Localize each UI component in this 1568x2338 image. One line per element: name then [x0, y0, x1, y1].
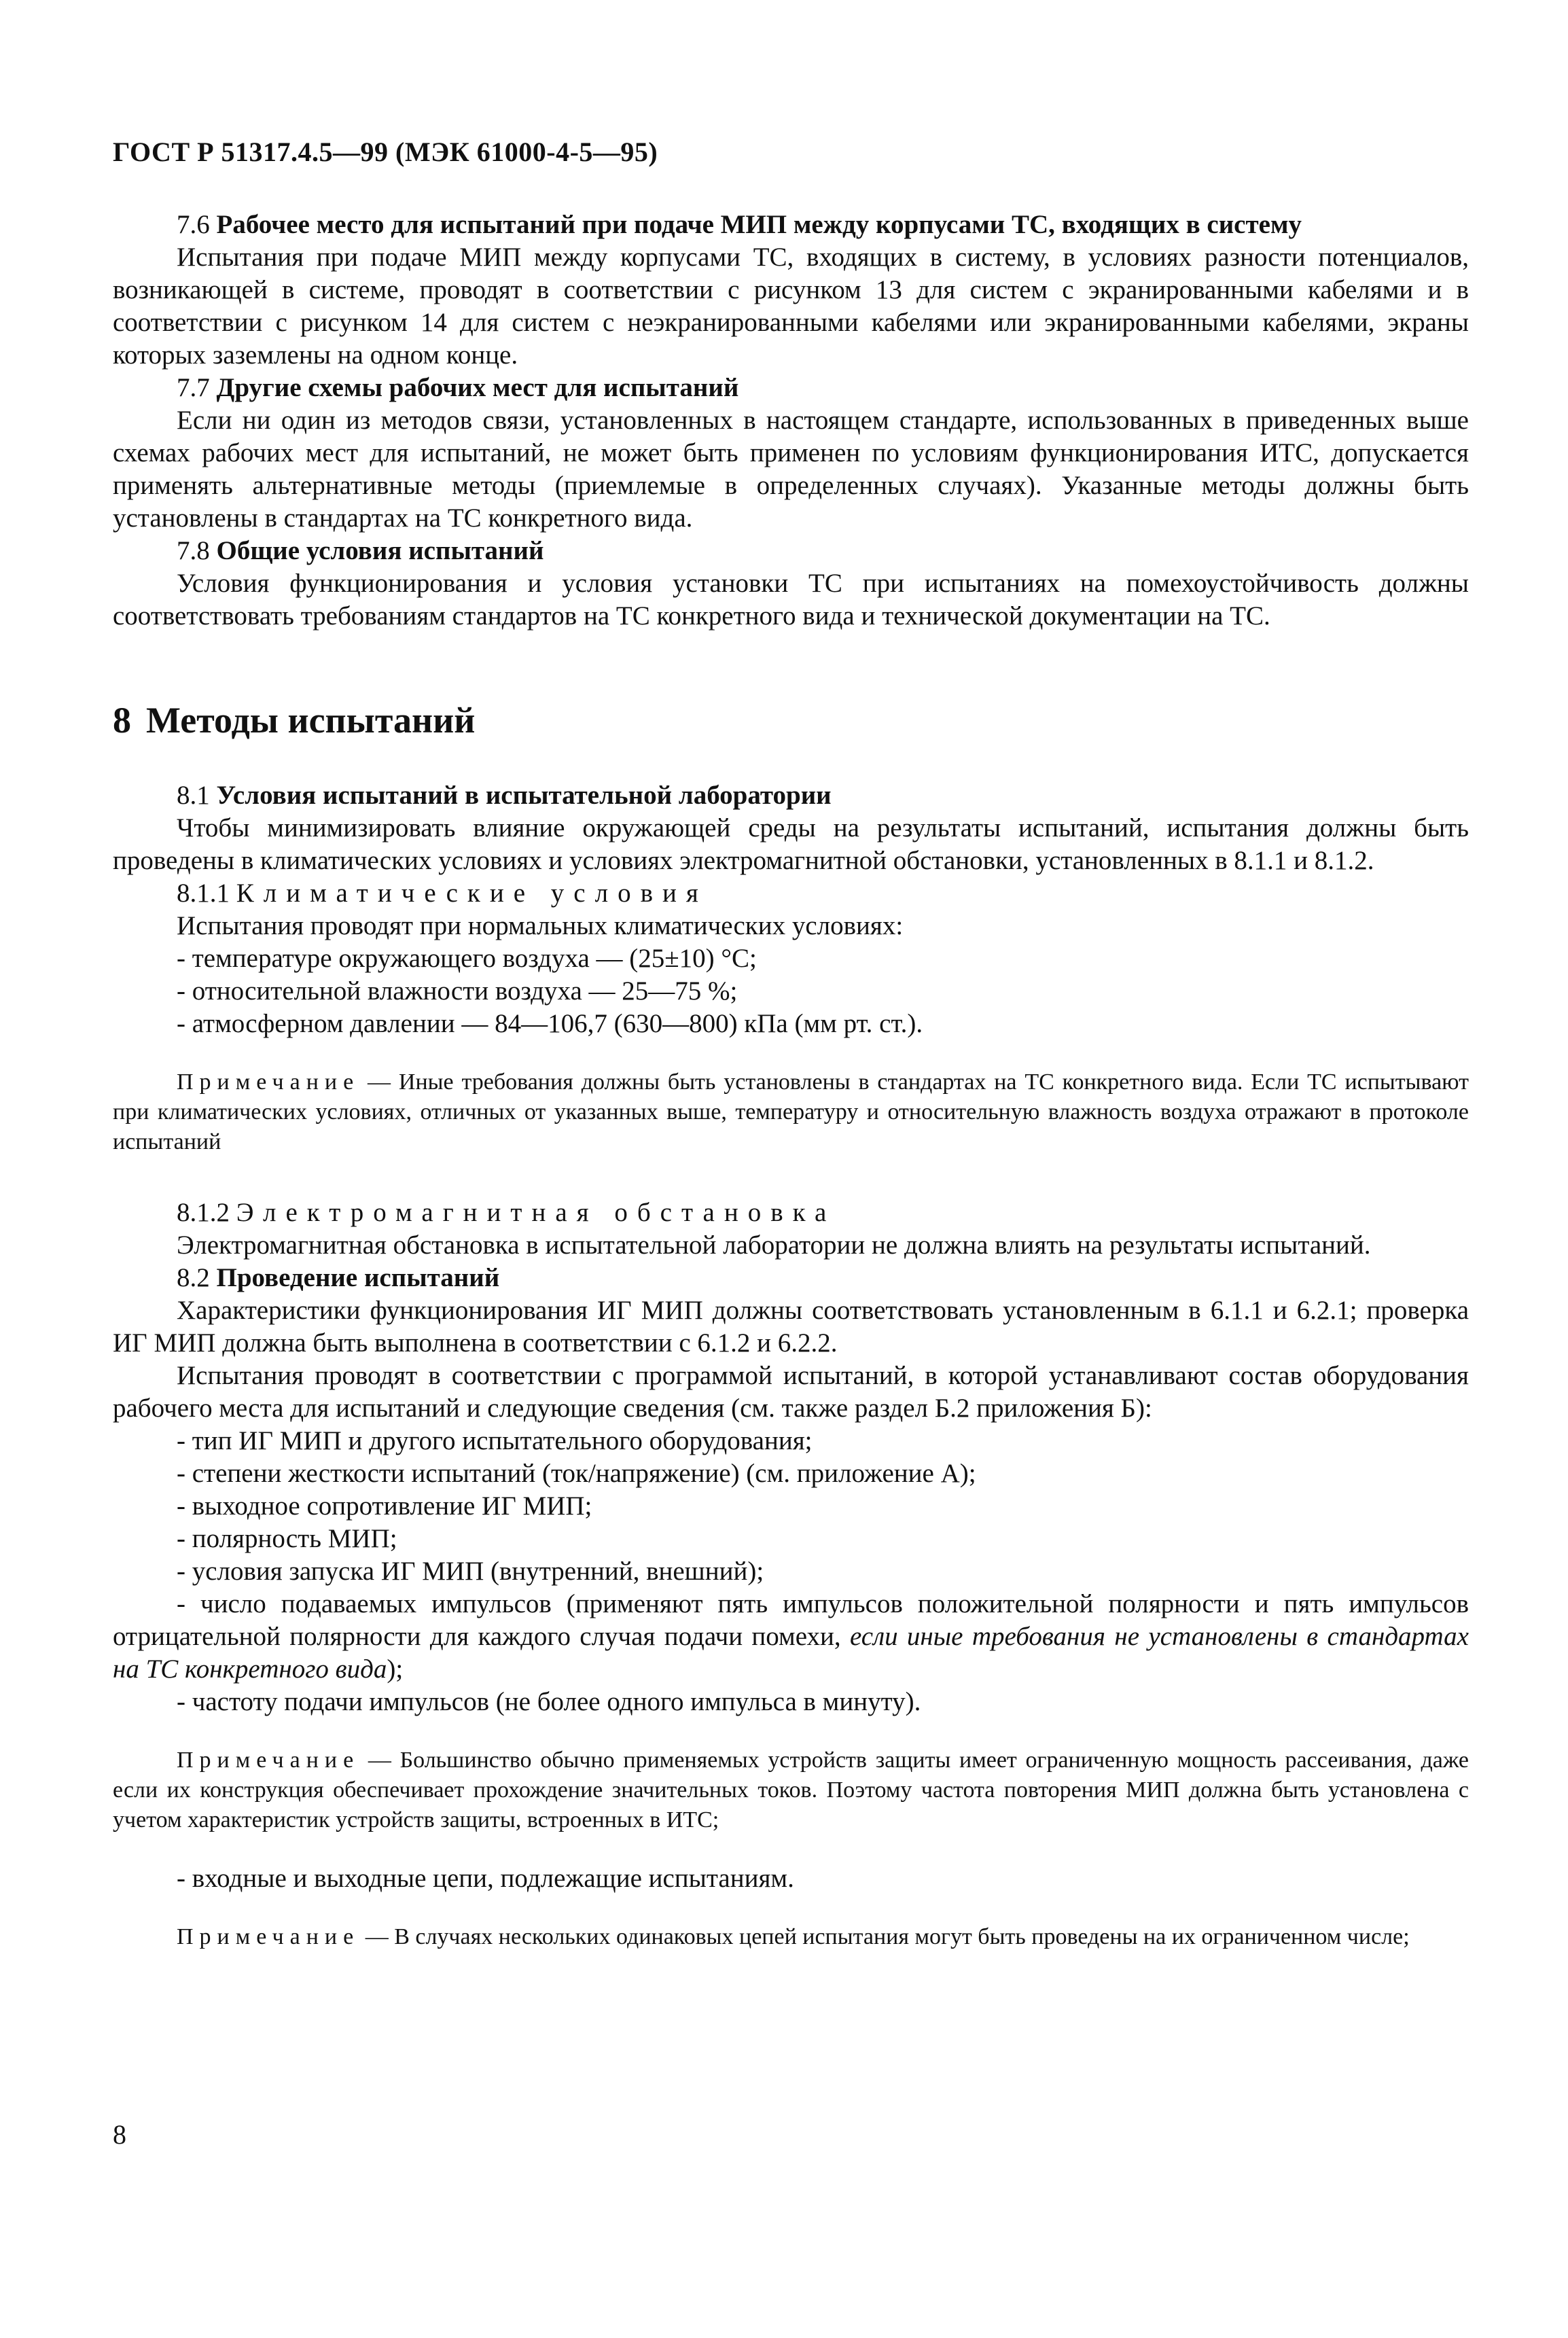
- section-number: 7.6: [177, 210, 210, 239]
- note-text: — Большинство обычно применяемых устройств защиты имеет ограниченную мощность рассеивания, даже если их конструкция обеспечивает прохождение значительных токов. Поэтому частота повторения МИП должна быть установлена с учетом характеристик устройств защиты, встроенных в ИТС;: [113, 1748, 1469, 1832]
- section-title: Рабочее место для испытаний при подаче МИП между корпусами ТС, входящих в систему: [216, 210, 1302, 239]
- list-item: - входные и выходные цепи, подлежащие испытаниям.: [177, 1864, 794, 1893]
- note-text: — Иные требования должны быть установлены в стандартах на ТС конкретного вида. Если ТС испытывают при климатических условиях, отличных от указанных выше, температуру и относительную влажность воздуха отражают в протоколе испытаний: [113, 1069, 1469, 1154]
- note-label: Примечание: [177, 1069, 360, 1095]
- pulses-end: );: [387, 1654, 404, 1684]
- section-7-6-heading: [113, 209, 1469, 241]
- section-number: 8.2: [177, 1263, 210, 1292]
- chapter-title: Методы испытаний: [146, 700, 476, 741]
- list-item: - тип ИГ МИП и другого испытательного оборудования;: [177, 1426, 813, 1455]
- page-number: 8: [113, 2119, 126, 2150]
- section-number: 7.8: [177, 536, 210, 565]
- section-title: Другие схемы рабочих мест для испытаний: [216, 373, 739, 402]
- note-label: Примечание: [177, 1748, 360, 1773]
- section-7-6-paragraph: Испытания при подаче МИП между корпусами ТС, входящих в систему, в условиях разности потенциалов, возникающей в системе, проводят в соответствии с рисунком 13 для систем с экранированными кабелями и в соответствии с рисунком 14 для систем с неэкранированными кабелями или экранированными кабелями, экраны которых заземлены на одном конце.: [113, 243, 1469, 370]
- document-header: ГОСТ Р 51317.4.5—99 (МЭК 61000-4-5—95): [113, 137, 658, 167]
- chapter-number: 8: [113, 700, 131, 741]
- list-item: - условия запуска ИГ МИП (внутренний, внешний);: [177, 1557, 764, 1586]
- section-8-heading: [113, 699, 1469, 741]
- note-circuits: [113, 1922, 1469, 1952]
- section-8-1-2-heading: [113, 1197, 1469, 1229]
- list-item: - выходное сопротивление ИГ МИП;: [177, 1491, 592, 1521]
- section-7-7-paragraph: Если ни один из методов связи, установленных в настоящем стандарте, использованных в приведенных выше схемах рабочих мест для испытаний, не может быть применен по условиям функционирования ИТС, допускается применять альтернативные методы (приемлемые в определенных случаях). Указанные методы должны быть установлены в стандартах на ТС конкретного вида.: [113, 406, 1469, 533]
- section-number: 8.1.1: [177, 879, 230, 908]
- list-item: - атмосферном давлении — 84—106,7 (630—800) кПа (мм рт. ст.).: [177, 1009, 923, 1038]
- section-number: 7.7: [177, 373, 210, 402]
- list-item: - относительной влажности воздуха — 25—75 %;: [177, 976, 738, 1006]
- section-7-8-heading: [113, 535, 1469, 567]
- section-title: Проведение испытаний: [216, 1263, 500, 1292]
- section-title: Климатические условия: [236, 879, 708, 908]
- list-item: - частоту подачи импульсов (не более одного импульса в минуту).: [177, 1687, 921, 1716]
- pulses-italic: если иные требования не установлены в стандартах на ТС конкретного вида: [113, 1622, 1469, 1684]
- section-title: Условия испытаний в испытательной лаборатории: [216, 781, 832, 810]
- section-8-1-2-paragraph: Электромагнитная обстановка в испытательной лаборатории не должна влиять на результаты испытаний.: [177, 1230, 1371, 1260]
- list-item: - температуре окружающего воздуха — (25±10) °С;: [177, 944, 757, 973]
- section-7-7-heading: [113, 372, 1469, 404]
- note-text: — В случаях нескольких одинаковых цепей испытания могут быть проведены на их ограниченном числе;: [359, 1924, 1410, 1949]
- document-page: [113, 136, 1469, 1952]
- section-8-1-heading: [113, 779, 1469, 812]
- section-8-2-heading: [113, 1262, 1469, 1294]
- section-number: 8.1: [177, 781, 210, 810]
- section-8-1-1-paragraph: Испытания проводят при нормальных климатических условиях:: [177, 911, 904, 940]
- pulses-text: - число подаваемых импульсов (применяют пять импульсов положительной полярности и пять импульсов отрицательной полярности для каждого случая подачи помехи,: [113, 1589, 1469, 1651]
- section-8-2-paragraph-1: Характеристики функционирования ИГ МИП должны соответствовать установленным в 6.1.1 и 6.2.1; проверка ИГ МИП должна быть выполнена в соответствии с 6.1.2 и 6.2.2.: [113, 1296, 1469, 1358]
- section-title: Общие условия испытаний: [216, 536, 544, 565]
- list-item: - степени жесткости испытаний (ток/напряжение) (см. приложение А);: [177, 1459, 976, 1488]
- section-title: Электромагнитная обстановка: [236, 1198, 836, 1227]
- section-8-1-1-heading: [113, 877, 1469, 910]
- note-label: Примечание: [177, 1924, 360, 1949]
- section-8-2-paragraph-2: Испытания проводят в соответствии с программой испытаний, в которой устанавливают состав оборудования рабочего места для испытаний и следующие сведения (см. также раздел Б.2 приложения Б):: [113, 1361, 1469, 1423]
- note-climatic: [113, 1067, 1469, 1157]
- section-number: 8.1.2: [177, 1198, 230, 1227]
- list-item-pulses: [113, 1588, 1469, 1686]
- note-protection: [113, 1746, 1469, 1835]
- section-7-8-paragraph: Условия функционирования и условия установки ТС при испытаниях на помехоустойчивость должны соответствовать требованиям стандартов на ТС конкретного вида и технической документации на ТС.: [113, 569, 1469, 631]
- list-item: - полярность МИП;: [177, 1524, 397, 1553]
- section-8-1-paragraph: Чтобы минимизировать влияние окружающей среды на результаты испытаний, испытания должны быть проведены в климатических условиях и условиях электромагнитной обстановки, установленных в 8.1.1 и 8.1.2.: [113, 813, 1469, 875]
